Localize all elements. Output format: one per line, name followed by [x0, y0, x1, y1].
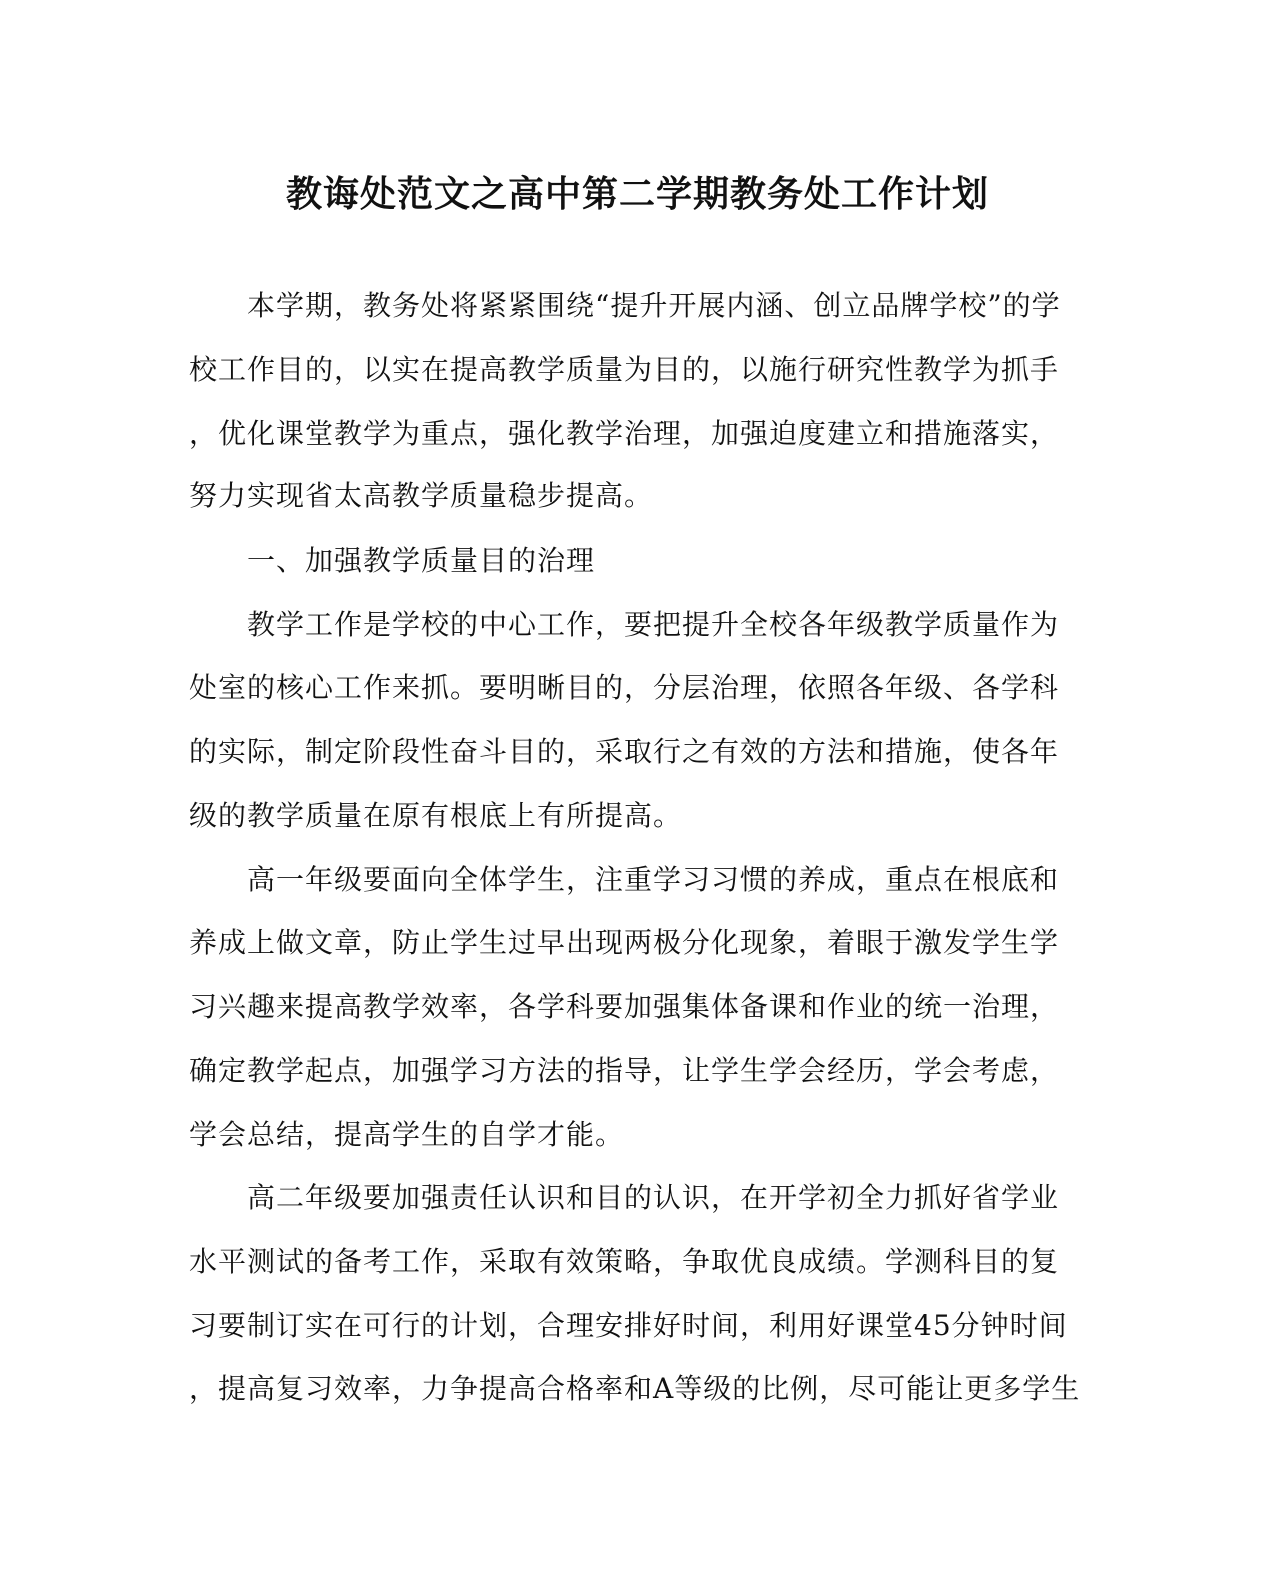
text-line: 习要制订实在可行的计划，合理安排好时间，利用好课堂45分钟时间	[189, 1309, 1068, 1342]
text-line: ，提高复习效率，力争提高合格率和A等级的比例，尽可能让更多学生	[189, 1372, 1081, 1405]
document-title: 教诲处范文之高中第二学期教务处工作计划	[285, 173, 989, 215]
text-line: 学会总结，提高学生的自学才能。	[189, 1118, 625, 1151]
text-line: 水平测试的备考工作，采取有效策略，争取优良成绩。学测科目的复	[189, 1245, 1060, 1278]
section-heading: 一、加强教学质量目的治理	[247, 544, 596, 577]
text-line: 确定教学起点，加强学习方法的指导，让学生学会经历，学会考虑，	[189, 1054, 1060, 1087]
text-line: 本学期，教务处将紧紧围绕“提升开展内涵、创立品牌学校”的学	[247, 289, 1061, 322]
text-line: 养成上做文章，防止学生过早出现两极分化现象，着眼于激发学生学	[189, 926, 1060, 959]
text-line: ，优化课堂教学为重点，强化教学治理，加强迫度建立和措施落实，	[189, 417, 1060, 450]
text-line: 级的教学质量在原有根底上有所提高。	[189, 799, 683, 832]
text-line: 习兴趣来提高教学效率，各学科要加强集体备课和作业的统一治理，	[189, 990, 1060, 1023]
text-line: 的实际，制定阶段性奋斗目的，采取行之有效的方法和措施，使各年	[189, 735, 1060, 768]
text-line: 高一年级要面向全体学生，注重学习习惯的养成，重点在根底和	[247, 863, 1060, 896]
text-line: 教学工作是学校的中心工作，要把提升全校各年级教学质量作为	[247, 608, 1060, 641]
text-line: 努力实现省太高教学质量稳步提高。	[189, 479, 654, 512]
text-line: 高二年级要加强责任认识和目的认识，在开学初全力抓好省学业	[247, 1181, 1060, 1214]
text-line: 校工作目的，以实在提高教学质量为目的，以施行研究性教学为抓手	[189, 353, 1060, 386]
text-line: 处室的核心工作来抓。要明晰目的，分层治理，依照各年级、各学科	[189, 671, 1060, 704]
